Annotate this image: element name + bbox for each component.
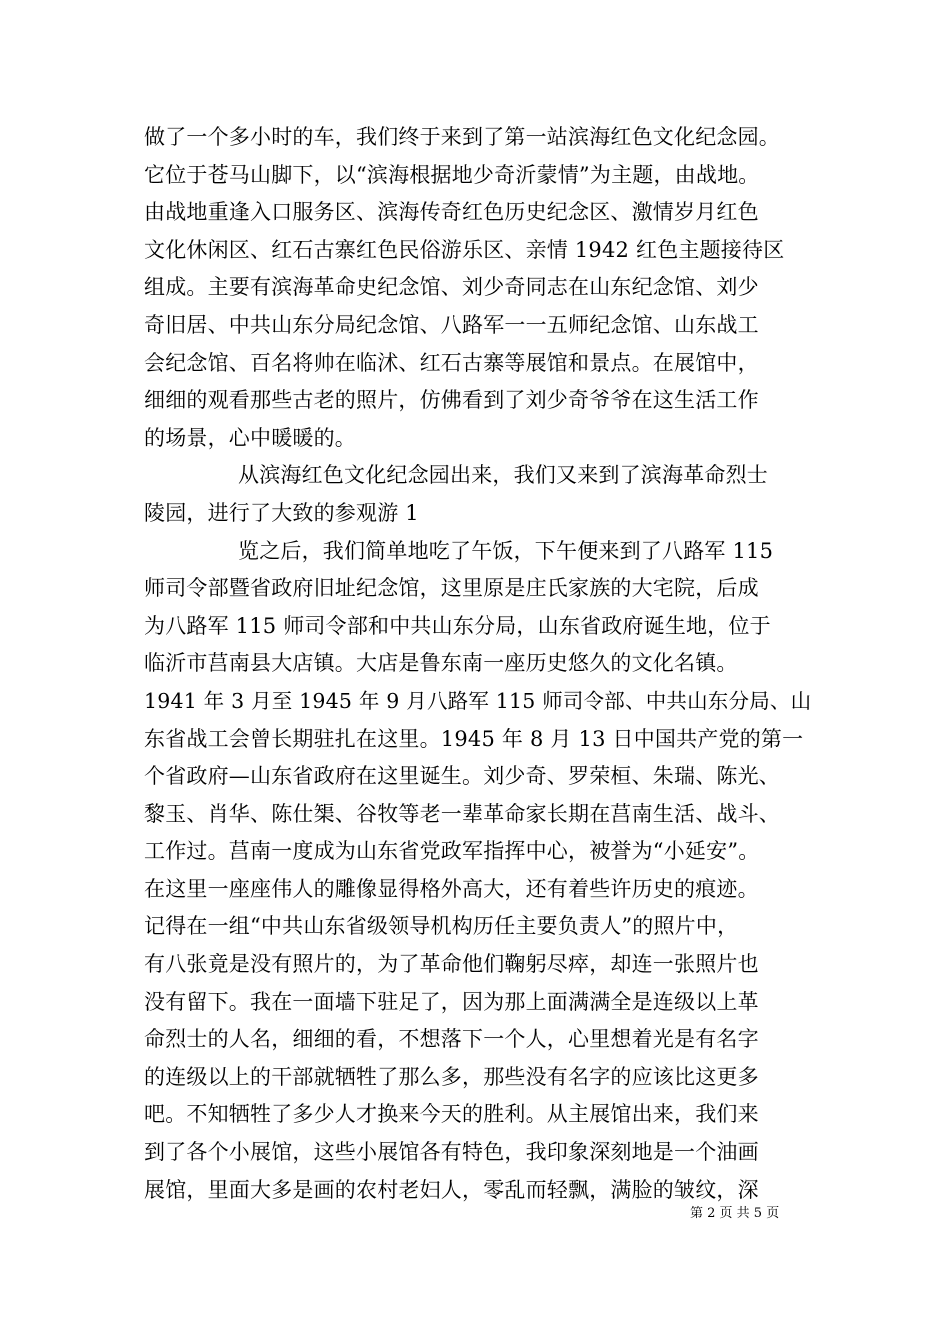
page-indicator: 第 2 页 共 5 页 bbox=[690, 1206, 780, 1221]
text-line: 师司令部暨省政府旧址纪念馆，这里原是庄氏家族的大宅院，后成 bbox=[144, 576, 759, 601]
text-line: 展馆，里面大多是画的农村老妇人，零乱而轻飘，满脸的皱纹，深 bbox=[144, 1177, 759, 1202]
text-line: 文化休闲区、红石古寨红色民俗游乐区、亲情 1942 红色主题接待区 bbox=[144, 237, 785, 262]
text-line: 组成。主要有滨海革命史纪念馆、刘少奇同志在山东纪念馆、刘少 bbox=[144, 275, 759, 300]
text-line: 为八路军 115 师司令部和中共山东分局，山东省政府诞生地，位于 bbox=[144, 613, 771, 638]
text-line: 到了各个小展馆，这些小展馆各有特色，我印象深刻地是一个油画 bbox=[144, 1140, 759, 1165]
text-line: 览之后，我们简单地吃了午饭，下午便来到了八路军 115 bbox=[238, 538, 774, 563]
body-text bbox=[144, 119, 824, 1209]
text-line: 奇旧居、中共山东分局纪念馆、八路军一一五师纪念馆、山东战工 bbox=[144, 312, 759, 337]
text-line: 命烈士的人名，细细的看，不想落下一个人，心里想着光是有名字 bbox=[144, 1027, 759, 1052]
text-line: 记得在一组“中共山东省级领导机构历任主要负责人”的照片中， bbox=[144, 914, 739, 939]
text-line: 工作过。莒南一度成为山东省党政军指挥中心，被誉为“小延安”。 bbox=[144, 839, 760, 864]
text-line: 陵园，进行了大致的参观游 1 bbox=[144, 500, 419, 525]
text-line: 没有留下。我在一面墙下驻足了，因为那上面满满全是连级以上革 bbox=[144, 989, 759, 1014]
text-line: 吧。不知牺牲了多少人才换来今天的胜利。从主展馆出来，我们来 bbox=[144, 1102, 759, 1127]
text-line: 临沂市莒南县大店镇。大店是鲁东南一座历史悠久的文化名镇。 bbox=[144, 651, 738, 676]
text-line: 的场景，心中暖暖的。 bbox=[144, 425, 356, 450]
text-line: 个省政府—山东省政府在这里诞生。刘少奇、罗荣桓、朱瑞、陈光、 bbox=[144, 764, 780, 789]
text-line: 黎玉、肖华、陈仕榘、谷牧等老一辈革命家长期在莒南生活、战斗、 bbox=[144, 801, 780, 826]
text-line: 做了一个多小时的车，我们终于来到了第一站滨海红色文化纪念园。 bbox=[144, 125, 780, 149]
text-line: 的连级以上的干部就牺牲了那么多，那些没有名字的应该比这更多 bbox=[144, 1064, 759, 1089]
text-line: 从滨海红色文化纪念园出来，我们又来到了滨海革命烈士 bbox=[238, 463, 768, 488]
text-line: 在这里一座座伟人的雕像显得格外高大，还有着些许历史的痕迹。 bbox=[144, 876, 759, 901]
text-line: 会纪念馆、百名将帅在临沭、红石古寨等展馆和景点。在展馆中， bbox=[144, 350, 759, 375]
text-line: 细细的观看那些古老的照片，仿佛看到了刘少奇爷爷在这生活工作 bbox=[144, 388, 759, 413]
text-line: 有八张竟是没有照片的，为了革命他们鞠躬尽瘁，却连一张照片也 bbox=[144, 952, 759, 977]
text-line: 东省战工会曾长期驻扎在这里。1945 年 8 月 13 日中国共产党的第一 bbox=[144, 726, 804, 751]
text-line: 由战地重逢入口服务区、滨海传奇红色历史纪念区、激情岁月红色 bbox=[144, 200, 759, 225]
text-line: 它位于苍马山脚下，以“滨海根据地少奇沂蒙情”为主题，由战地。 bbox=[144, 162, 760, 187]
text-line: 1941 年 3 月至 1945 年 9 月八路军 115 师司令部、中共山东分局、山 bbox=[144, 688, 812, 713]
